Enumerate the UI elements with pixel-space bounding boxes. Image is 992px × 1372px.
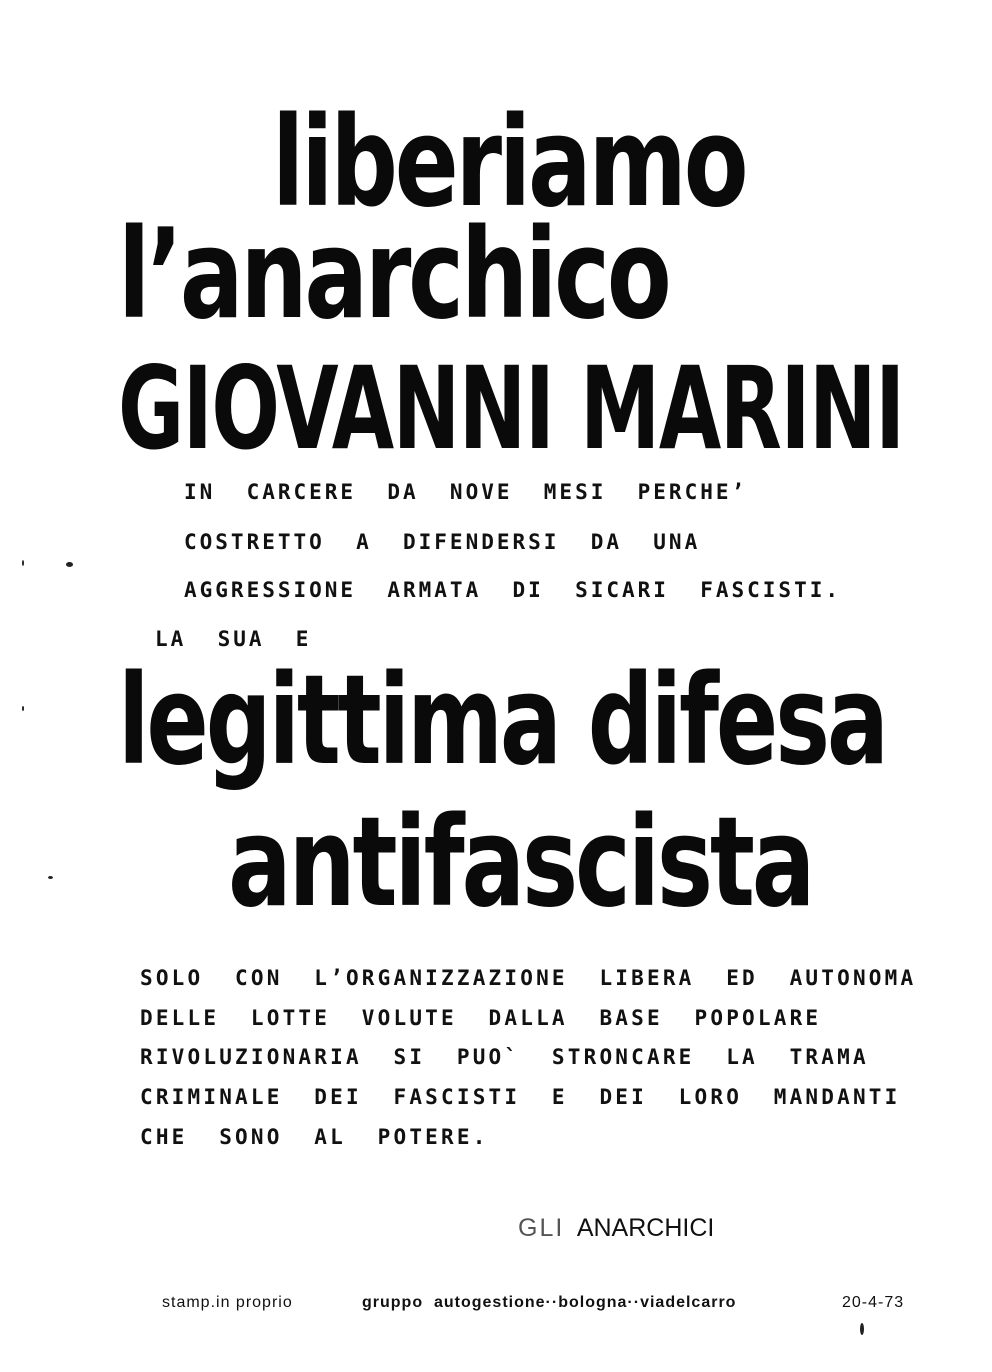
headline-name: GIOVANNI MARINI xyxy=(118,342,904,476)
signature-prefix: GLI xyxy=(518,1214,565,1242)
footer-printer: stamp.in proprio xyxy=(162,1294,293,1311)
footer-group: gruppo autogestione··bologna··viadelcarro xyxy=(362,1294,737,1311)
ink-speck xyxy=(22,706,24,711)
paragraph1-line: IN CARCERE DA NOVE MESI PERCHE’ xyxy=(184,480,748,504)
paragraph2-line: CHE SONO AL POTERE. xyxy=(140,1125,489,1149)
footer-date: 20-4-73 xyxy=(842,1294,905,1311)
paragraph2-line: SOLO CON L’ORGANIZZAZIONE LIBERA ED AUTONOMA xyxy=(140,966,917,990)
headline-liberiamo: liberiamo xyxy=(272,89,746,235)
signature-name: ANARCHICI xyxy=(576,1214,715,1242)
paragraph1-line: AGGRESSIONE ARMATA DI SICARI FASCISTI. xyxy=(184,578,842,602)
signature xyxy=(518,1214,714,1243)
ink-speck xyxy=(66,562,73,567)
paragraph1-line: COSTRETTO A DIFENDERSI DA UNA xyxy=(184,530,701,554)
slogan-legittima-difesa: legittima difesa xyxy=(118,647,886,793)
paragraph2-line: CRIMINALE DEI FASCISTI E DEI LORO MANDANTI xyxy=(140,1085,901,1109)
paragraph2-line: DELLE LOTTE VOLUTE DALLA BASE POPOLARE xyxy=(140,1006,822,1030)
paragraph1-line: LA SUA E xyxy=(155,627,312,651)
ink-speck xyxy=(48,876,53,879)
headline-anarchico: l’anarchico xyxy=(118,201,669,347)
ink-speck xyxy=(22,560,24,566)
slogan-antifascista: antifascista xyxy=(228,789,813,935)
ink-speck xyxy=(860,1323,864,1335)
paragraph2-line: RIVOLUZIONARIA SI PUO` STRONCARE LA TRAMA xyxy=(140,1045,869,1069)
